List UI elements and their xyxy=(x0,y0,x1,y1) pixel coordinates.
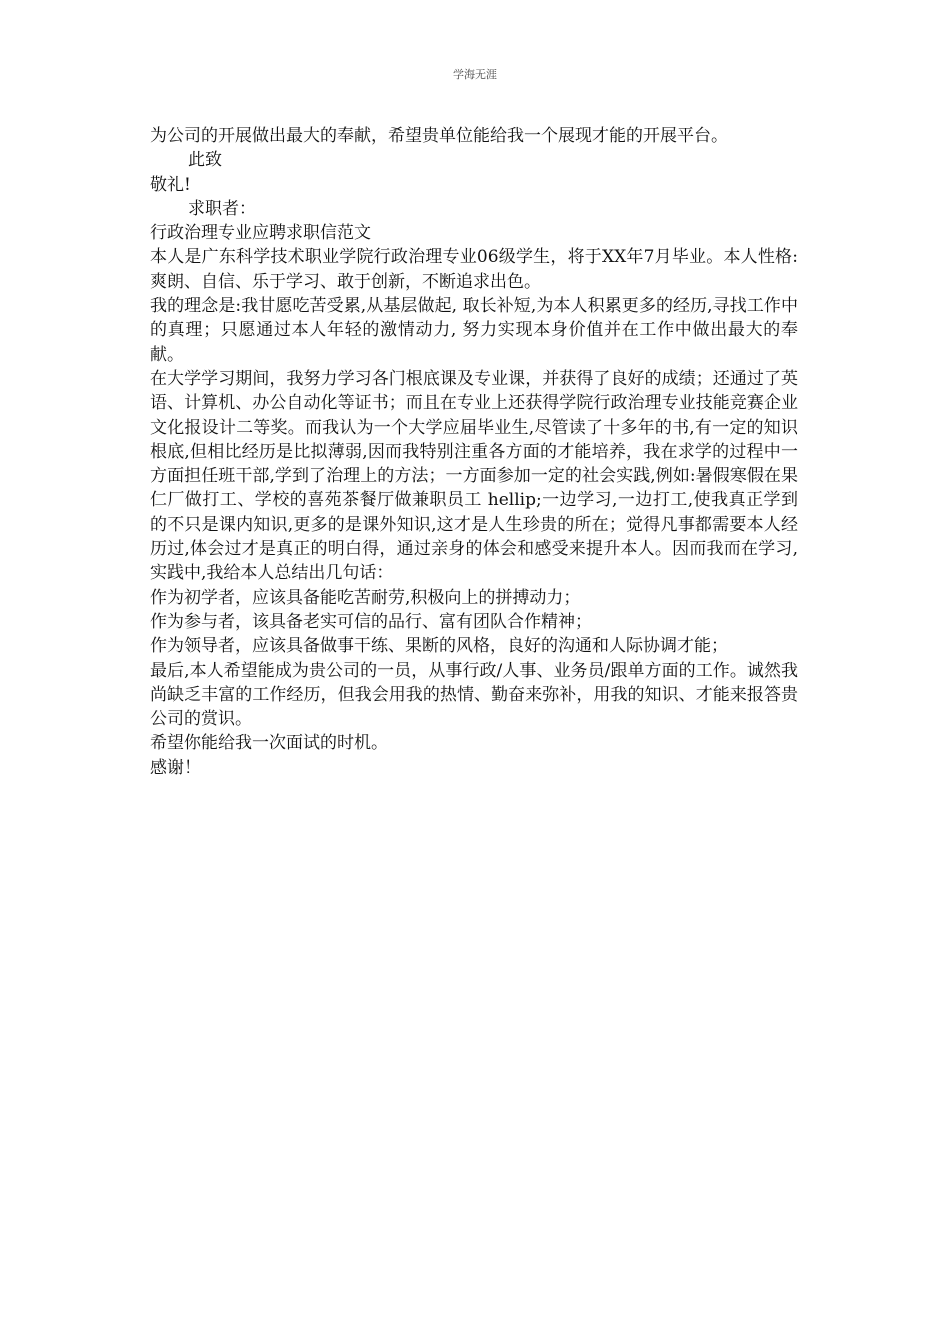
paragraph-study: 在大学学习期间，我努力学习各门根底课及专业课，并获得了良好的成绩；还通过了英语、计算机、办公自动化等证书；而且在专业上还获得学院行政治理专业技能竞赛企业文化报设计二等奖。而我认为一个大学应届毕业生,尽管读了十多年的书,有一定的知识根底,但相比经历是比拟薄弱,因而我特别注重各方面的才能培养，我在求学的过程中一方面担任班干部,学到了治理上的方法；一方面参加一定的社会实践,例如:暑假寒假在果仁厂做打工、学校的喜苑茶餐厅做兼职员工 hellip;一边学习,一边打工,使我真正学到的不只是课内知识,更多的是课外知识,这才是人生珍贵的所在；觉得凡事都需要本人经历过,体会过才是真正的明白得，通过亲身的体会和感受来提升本人。因而我而在学习,实践中,我给本人总结出几句话： xyxy=(150,368,798,584)
letter-body xyxy=(150,124,798,780)
paragraph-beginner: 作为初学者，应该具备能吃苦耐劳,积极向上的拼搏动力； xyxy=(150,587,581,608)
letter-title: 行政治理专业应聘求职信范文 xyxy=(150,223,371,244)
salutation-jingli: 敬礼! xyxy=(150,174,191,195)
signature-applicant: 求职者： xyxy=(188,198,256,219)
paragraph-thanks: 感谢！ xyxy=(150,757,201,778)
page-header: 学海无涯 xyxy=(453,68,497,81)
salutation-cizhi: 此致 xyxy=(188,150,222,171)
paragraph-philosophy: 我的理念是:我甘愿吃苦受累,从基层做起, 取长补短,为本人积累更多的经历,寻找工作中的真理；只愿通过本人年轻的激情动力, 努力实现本身价值并在工作中做出最大的奉献。 xyxy=(150,296,798,365)
paragraph-participant: 作为参与者，该具备老实可信的品行、富有团队合作精神； xyxy=(150,611,592,632)
paragraph-interview: 希望你能给我一次面试的时机。 xyxy=(150,733,388,754)
paragraph-finally: 最后,本人希望能成为贵公司的一员，从事行政/人事、业务员/跟单方面的工作。诚然我尚缺乏丰富的工作经历，但我会用我的热情、勤奋来弥补，用我的知识、才能来报答贵公司的赏识。 xyxy=(150,660,798,730)
paragraph-leader: 作为领导者，应该具备做事干练、果断的风格，良好的沟通和人际协调才能； xyxy=(150,636,728,657)
paragraph-closing-contribution: 为公司的开展做出最大的奉献，希望贵单位能给我一个展现才能的开展平台。 xyxy=(150,126,728,146)
paragraph-intro: 本人是广东科学技术职业学院行政治理专业06级学生，将于XX年7月毕业。本人性格: 爽朗、自信、乐于学习、敢于创新，不断追求出色。 xyxy=(150,247,798,292)
